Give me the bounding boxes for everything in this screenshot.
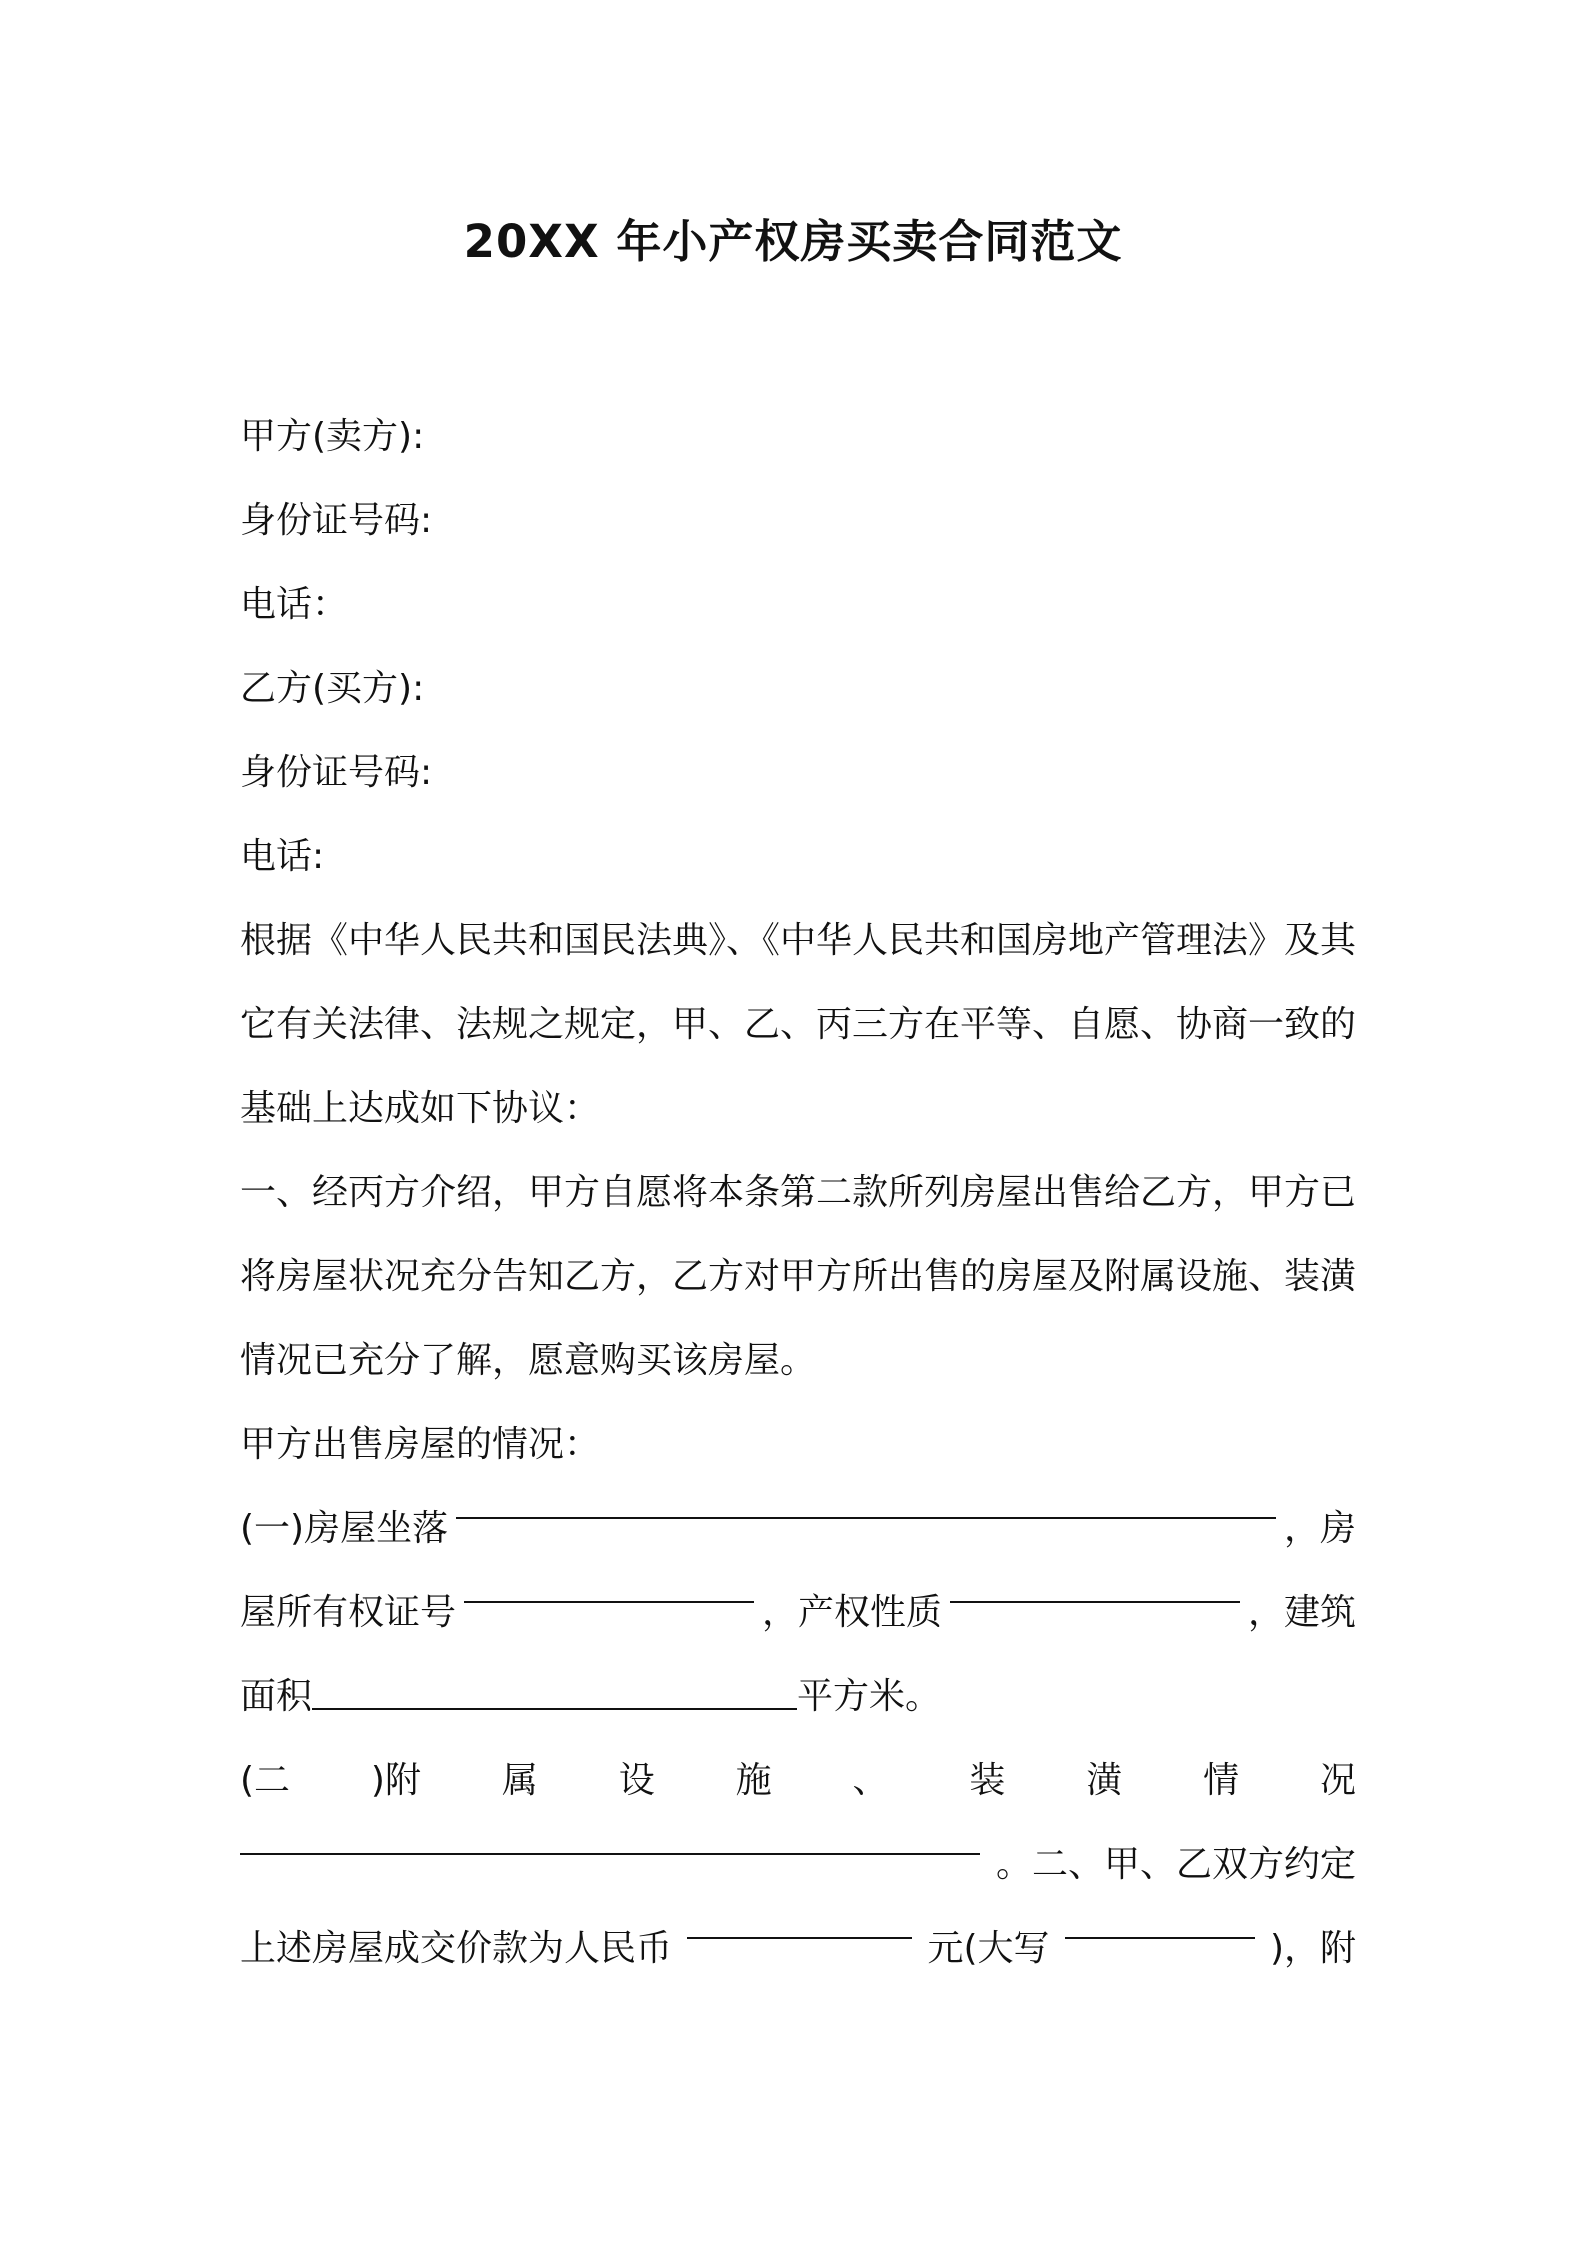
item-1-location-suffix: ，房 [1283, 1508, 1356, 1549]
intro-paragraph: 根据《中华人民共和国民法典》、《中华人民共和国房地产管理法》及其它有关法律、法规之规定，甲、乙、丙三方在平等、自愿、协商一致的基础上达成如下协议： [240, 920, 1357, 1129]
item-2-char: 、 [852, 1760, 889, 1801]
price-end: )，附 [1269, 1928, 1356, 1969]
item-1-area-unit: 平方米。 [797, 1676, 942, 1717]
price-line [240, 1907, 1356, 1991]
item-2-end: 。二、甲、乙双方约定 [995, 1844, 1356, 1885]
item-2-char: 属 [501, 1760, 538, 1801]
item-2-char: 潢 [1086, 1760, 1123, 1801]
item-1-area-prefix: 面积 [240, 1676, 313, 1717]
party-b-phone-label: 电话: [240, 836, 325, 877]
item-2-char: )附 [370, 1760, 421, 1801]
item-2-heading-line [240, 1739, 1356, 1823]
item-2-char: (二 [240, 1760, 291, 1801]
price-currency: 元(大写 [927, 1928, 1050, 1969]
location-blank [456, 1487, 1276, 1519]
item-1-location-line [240, 1487, 1356, 1571]
cert-number-blank [464, 1571, 754, 1603]
price-prefix: 上述房屋成交价款为人民币 [240, 1928, 673, 1969]
item-2-char: 情 [1203, 1760, 1240, 1801]
party-a-label: 甲方(卖方): [240, 416, 425, 457]
item-2-char: 施 [735, 1760, 772, 1801]
property-nature-blank [950, 1571, 1240, 1603]
item-1-area-label: ，建筑 [1247, 1592, 1356, 1633]
price-uppercase-blank [1065, 1907, 1255, 1939]
party-b-id-label: 身份证号码: [240, 752, 433, 793]
item-1-nature-label: ，产权性质 [761, 1592, 942, 1633]
house-status-heading: 甲方出售房屋的情况： [240, 1424, 601, 1465]
clause-1-paragraph: 一、经丙方介绍，甲方自愿将本条第二款所列房屋出售给乙方，甲方已将房屋状况充分告知乙方，乙方对甲方所出售的房屋及附属设施、装潢情况已充分了解，愿意购买该房屋。 [240, 1172, 1357, 1381]
item-2-char: 设 [618, 1760, 655, 1801]
item-1-cert-prefix: 屋所有权证号 [240, 1592, 457, 1633]
item-1-cert-line [240, 1571, 1356, 1655]
item-2-char: 装 [969, 1760, 1006, 1801]
facilities-blank [240, 1823, 980, 1855]
party-a-phone-label: 电话： [240, 584, 349, 625]
price-amount-blank [687, 1907, 912, 1939]
item-2-char: 况 [1319, 1760, 1356, 1801]
item-1-area-line [240, 1655, 1356, 1739]
area-blank [312, 1678, 797, 1710]
item-2-fill-line [240, 1823, 1356, 1907]
item-1-location-prefix: (一)房屋坐落 [240, 1508, 449, 1549]
party-b-label: 乙方(买方): [240, 668, 425, 709]
document-title: 20XX 年小产权房买卖合同范文 [463, 215, 1123, 268]
party-a-id-label: 身份证号码: [240, 500, 433, 541]
